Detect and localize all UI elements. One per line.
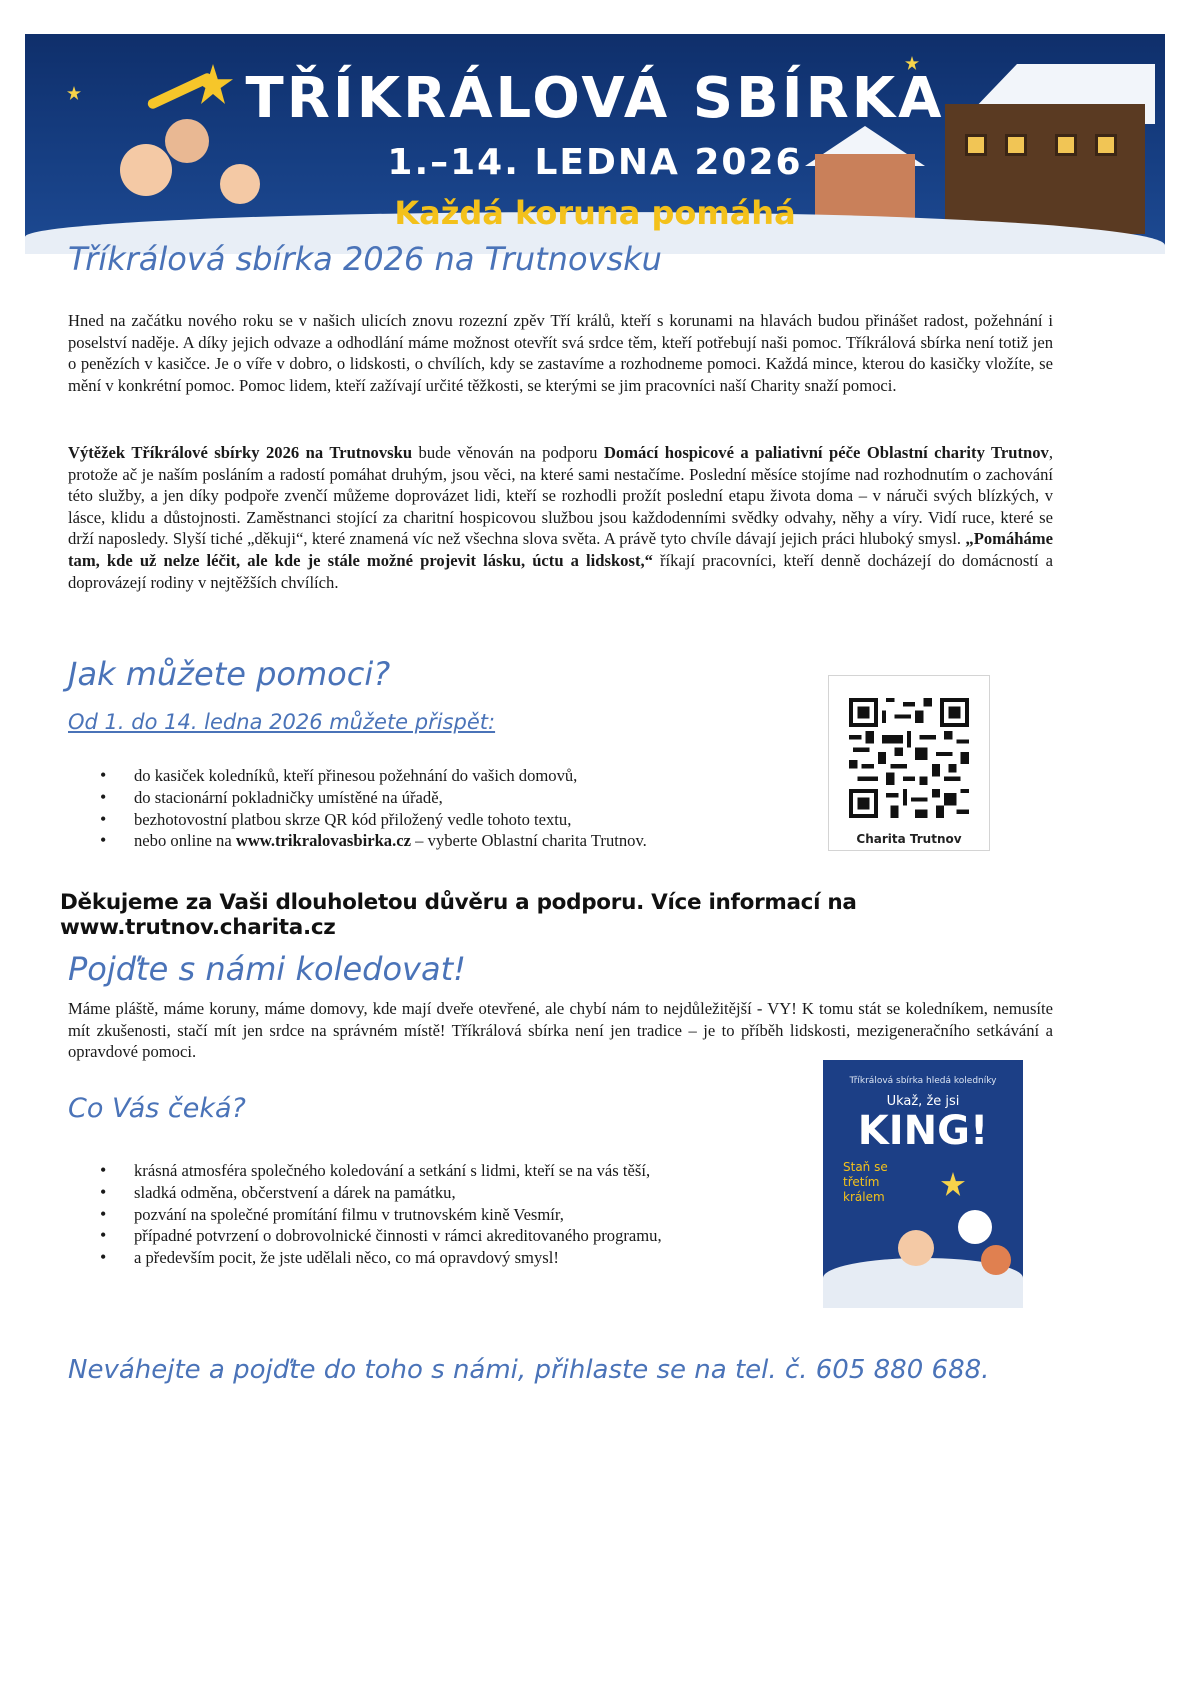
page-title: Tříkrálová sbírka 2026 na Trutnovsku	[68, 240, 662, 278]
list-item: • a především pocit, že jste udělali něco, co má opravdový smysl!	[100, 1247, 800, 1269]
poster-side-line: Staň se	[843, 1160, 888, 1174]
poster-side-text	[843, 1160, 913, 1205]
carol-heading: Pojďte s námi koledovat!	[68, 950, 466, 988]
purpose-quote: „Pomáháme tam, kde už nelze léčit, ale kde je stále možné projevit lásku, úctu a lidskost,“	[68, 529, 1053, 570]
help-heading: Jak můžete pomoci?	[68, 655, 391, 693]
help-list	[100, 765, 647, 852]
purpose-text-1: bude věnován na podporu	[412, 443, 604, 462]
footer-call: Neváhejte a pojďte do toho s námi, přihlaste se na tel. č. 605 880 688.	[68, 1355, 990, 1385]
banner-title: TŘÍKRÁLOVÁ SBÍRKA	[245, 66, 945, 131]
list-item	[100, 830, 647, 852]
qr-label: Charita Trutnov	[856, 832, 962, 846]
header-banner	[25, 34, 1165, 254]
expect-heading: Co Vás čeká?	[68, 1093, 246, 1124]
purpose-text-3: říkají pracovníci, kteří denně docházejí do domácností a doprovázejí rodiny v nejtěžších chvílích.	[68, 550, 1053, 592]
intro-paragraph: Hned na začátku nového roku se v našich ulicích znovu rozezní zpěv Tří králů, kteří s korunami na hlavách budou přinášet radost, požehnání i poselství naděje. A díky jejich odvaze a odhodlání máme možnost otevřít svá srdce těm, kteří potřebují naši pomoc. Tříkrálová sbírka není totiž jen o penězích v kasičce. Je o víře v dobro, o lidskosti, o chvílích, kdy se zastavíme a rozhodneme pomoci. Každá mince, kterou do kasičky vložíte, se mění v konkrétní pomoc. Pomoc lidem, kteří zažívají určité těžkosti, se kterými se jim pracovníci naší Charity snaží pomoci.	[68, 311, 1053, 395]
poster-top-text: Tříkrálová sbírka hledá koledníky	[849, 1076, 997, 1086]
poster-king-text: KING!	[857, 1108, 989, 1154]
poster-side-line: třetím	[843, 1175, 880, 1189]
poster-mid-text: Ukaž, že jsi	[886, 1094, 960, 1109]
caroler-illustration	[898, 1230, 934, 1266]
carol-paragraph: Máme pláště, máme koruny, máme domovy, kde mají dveře otevřené, ale chybí nám to nejdůležitější - VY! K tomu stát se koledníkem, nemusíte mít zkušenosti, stačí mít jen srdce na správném místě! Tříkrálová sbírka není jen tradice – je to příběh lidskosti, mezigeneračního setkávání a opravdové pomoci.	[68, 999, 1053, 1062]
purpose-paragraph	[68, 442, 1053, 593]
list-item: • sladká odměna, občerstvení a dárek na památku,	[100, 1182, 800, 1204]
list-item: • krásná atmosféra společného koledování a setkání s lidmi, kteří se na vás těší,	[100, 1160, 800, 1182]
list-item: • případné potvrzení o dobrovolnické činnosti v rámci akreditovaného programu,	[100, 1225, 800, 1247]
banner-dates: 1.–14. LEDNA 2026	[387, 142, 803, 183]
qr-code-box[interactable]	[828, 675, 990, 851]
list-item: • bezhotovostní platbou skrze QR kód přiložený vedle tohoto textu,	[100, 809, 647, 831]
thanks-line: Děkujeme za Vaši dlouholetou důvěru a podporu. Více informací na www.trutnov.charita.cz	[60, 890, 857, 940]
list-item: • do kasiček koledníků, kteří přinesou požehnání do vašich domovů,	[100, 765, 647, 787]
list-item: • pozvání na společné promítání filmu v trutnovském kině Vesmír,	[100, 1204, 800, 1226]
list-item: • do stacionární pokladničky umístěné na úřadě,	[100, 787, 647, 809]
king-poster	[823, 1060, 1023, 1308]
poster-side-line: králem	[843, 1190, 885, 1204]
qr-code-icon	[849, 698, 969, 818]
help-subheading: Od 1. do 14. ledna 2026 můžete přispět:	[68, 710, 496, 734]
online-prefix: nebo online na	[134, 831, 236, 851]
purpose-bold-1: Výtěžek Tříkrálové sbírky 2026 na Trutnovsku	[68, 443, 413, 462]
star-icon	[941, 1172, 965, 1196]
caroler-illustration	[981, 1245, 1011, 1275]
purpose-bold-2: Domácí hospicové a paliativní péče Oblastní charity Trutnov	[603, 443, 1049, 462]
online-suffix: – vyberte Oblastní charita Trutnov.	[411, 831, 647, 851]
purpose-text-2: , protože ač je naším posláním a radostí pomáhat druhým, jsou věci, na které sami nestačíme. Poslední měsíce stojíme nad rozhodnutím o zachování této služby, a jen díky podpoře zvenčí můžeme doprovázet lidi, kteří se rozhodli prožít poslední etapu života doma – v náruči svých blízkých, v lásce, klidu a důstojnosti. Zaměstnanci stojící za charitní hospicovou službou jsou každodenními svědky odvahy, něhy a víry. Vidí ruce, které se drží naposledy. Slyší tiché „děkuji“, které znamená víc než všechna slova světa. A právě tyto chvíle dávají jejich práci hluboký smysl.	[68, 443, 1053, 549]
banner-slogan: Každá koruna pomáhá	[394, 194, 796, 232]
online-link[interactable]: www.trikralovasbirka.cz	[235, 831, 411, 851]
caroler-illustration	[958, 1210, 992, 1244]
expect-list	[100, 1160, 800, 1269]
